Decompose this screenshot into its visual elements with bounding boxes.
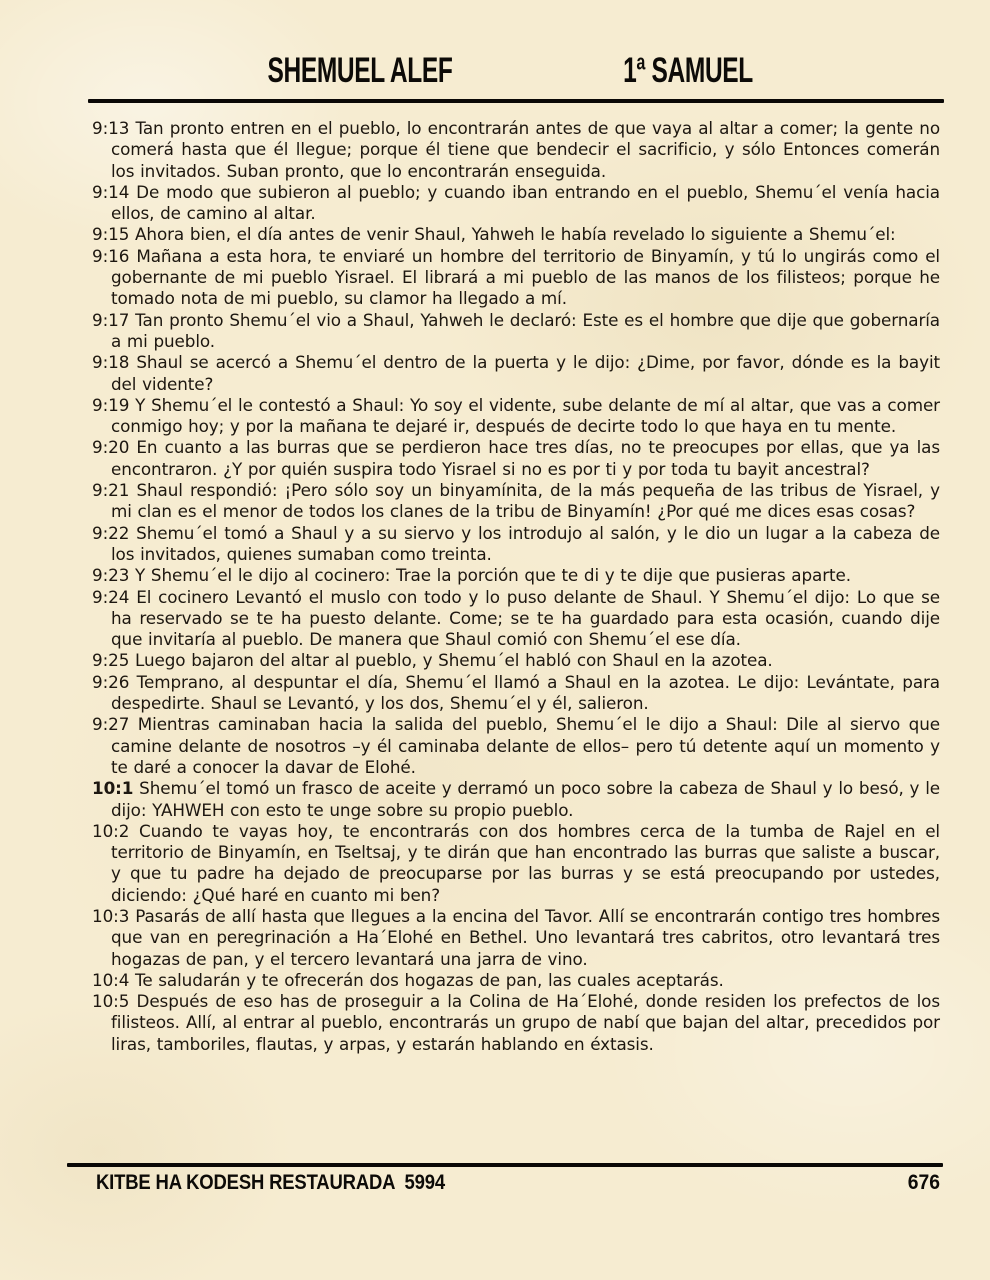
verse-9-22: 9:22 Shemu´el tomó a Shaul y a su siervo y los introdujo al salón, y le dio un lugar a la cabeza de los invitados, quienes sumaban como treinta.	[92, 522, 940, 564]
verse-ref: 9:19	[92, 394, 130, 415]
verse-9-17: 9:17 Tan pronto Shemu´el vio a Shaul, Yahweh le declaró: Este es el hombre que dije que gobernaría a mi pueblo.	[92, 309, 940, 351]
verse-ref: 9:21	[92, 480, 130, 501]
verse-9-16: 9:16 Mañana a esta hora, te enviaré un hombre del territorio de Binyamín, y tú lo ungirás como el gobernante de mi pueblo Yisrael. El librará a mi pueblo de las manos de los filisteos; porque he tomado nota de mi pueblo, su clamor ha llegado a mí.	[92, 245, 940, 309]
verse-10-5: 10:5 Después de eso has de proseguir a la Colina de Ha´Elohé, donde residen los prefectos de los filisteos. Allí, al entrar al pueblo, encontrarás un grupo de nabí que bajan del altar, precedidos por liras, tamboriles, flautas, y arpas, y estarán hablando en éxtasis.	[92, 991, 940, 1054]
footer-page-number: 676	[907, 1171, 940, 1194]
verse-9-26: 9:26 Temprano, al despuntar el día, Shemu´el llamó a Shaul en la azotea. Le dijo: Levántate, para despedirte. Shaul se Levantó, y los dos, Shemu´el y él, salieron.	[92, 671, 940, 714]
footer-edition-title: KITBE HA KODESH RESTAURADA 5994	[96, 1171, 445, 1194]
verse-9-27: 9:27 Mientras caminaban hacia la salida del pueblo, Shemu´el le dijo a Shaul: Dile al siervo que camine delante de nosotros –y él caminaba delante de ellos– pero tú detente aquí un momento y te daré a conocer la davar de Elohé.	[92, 714, 940, 777]
verse-9-18: 9:18 Shaul se acercó a Shemu´el dentro de la puerta y le dijo: ¿Dime, por favor, dónde es la bayit del vidente?	[92, 352, 940, 394]
verse-9-25: 9:25 Luego bajaron del altar al pueblo, y Shemu´el habló con Shaul en la azotea.	[92, 650, 773, 671]
verse-10-2: 10:2 Cuando te vayas hoy, te encontrarás con dos hombres cerca de la tumba de Rajel en el territorio de Binyamín, en Tseltsaj, y te dirán que han encontrado las burras que saliste a buscar, y que tu padre ha dejado de preocuparse por las burras y se está preocupando por ustedes, diciendo: ¿Qué haré en cuanto mi ben?	[92, 820, 940, 905]
verse-ref: 9:23	[92, 565, 130, 586]
verse-9-20: 9:20 En cuanto a las burras que se perdieron hace tres días, no te preocupes por ellas, que ya las encontraron. ¿Y por quién suspira todo Yisrael si no es por ti y por toda tu bayit ancestral?	[92, 437, 940, 479]
verse-ref: 9:20	[92, 437, 130, 458]
verse-ref: 9:22	[92, 522, 130, 543]
header-rule	[88, 99, 944, 103]
verse-10-1: 10:1 Shemu´el tomó un frasco de aceite y derramó un poco sobre la cabeza de Shaul y lo besó, y le dijo: YAHWEH con esto te unge sobre su propio pueblo.	[92, 778, 940, 820]
verse-ref: 9:15	[92, 224, 130, 245]
verse-ref: 10:1	[92, 778, 134, 799]
verse-9-24: 9:24 El cocinero Levantó el muslo con todo y lo puso delante de Shaul. Y Shemu´el dijo: Lo que se ha reservado se te ha puesto delante. Come; se te ha guardado para esta ocasión, cuando dije que invitaría al pueblo. De manera que Shaul comió con Shemu´el ese día.	[92, 586, 940, 650]
verse-ref: 9:25	[92, 650, 130, 671]
verse-9-21: 9:21 Shaul respondió: ¡Pero sólo soy un binyamínita, de la más pequeña de las tribus de Yisrael, y mi clan es el menor de todos los clanes de la tribu de Binyamín! ¿Por qué me dices esas cosas?	[92, 480, 940, 522]
verse-ref: 9:27	[92, 714, 130, 735]
verse-ref: 10:3	[92, 905, 130, 926]
header-title-spanish: 1ª SAMUEL	[623, 51, 753, 90]
verse-ref: 9:26	[92, 671, 130, 692]
verse-10-3: 10:3 Pasarás de allí hasta que llegues a la encina del Tavor. Allí se encontrarán contigo tres hombres que van en peregrinación a Ha´Elohé en Bethel. Uno levantará tres cabritos, otro levantará tres hogazas de pan, y el tercero levantará una jarra de vino.	[92, 905, 940, 969]
verse-ref: 10:2	[92, 820, 130, 841]
verse-9-13: 9:13 Tan pronto entren en el pueblo, lo encontrarán antes de que vaya al altar a comer; la gente no comerá hasta que él llegue; porque él tiene que bendecir el sacrificio, y sólo Entonces comerán los invitados. Suban pronto, que lo encontrarán enseguida.	[92, 118, 940, 181]
verse-ref: 9:18	[92, 352, 130, 373]
verse-ref: 10:4	[92, 969, 130, 990]
verse-ref: 9:14	[92, 181, 130, 202]
header-title-hebrew: SHEMUEL ALEF	[267, 51, 453, 90]
verse-9-23: 9:23 Y Shemu´el le dijo al cocinero: Trae la porción que te di y te dije que pusieras aparte.	[92, 565, 851, 586]
verse-list	[92, 118, 940, 1055]
verse-9-14: 9:14 De modo que subieron al pueblo; y cuando iban entrando en el pueblo, Shemu´el venía hacia ellos, de camino al altar.	[92, 181, 940, 224]
verse-ref: 9:16	[92, 245, 130, 266]
verse-10-4: 10:4 Te saludarán y te ofrecerán dos hogazas de pan, las cuales aceptarás.	[92, 969, 724, 990]
verse-ref: 9:24	[92, 586, 130, 607]
verse-9-19: 9:19 Y Shemu´el le contestó a Shaul: Yo soy el vidente, sube delante de mí al altar, que vas a comer conmigo hoy; y por la mañana te dejaré ir, después de decirte todo lo que haya en tu mente.	[92, 394, 940, 437]
verse-ref: 10:5	[92, 991, 130, 1012]
verse-ref: 9:13	[92, 118, 130, 138]
footer-rule	[67, 1163, 943, 1167]
verse-ref: 9:17	[92, 309, 130, 330]
verse-9-15: 9:15 Ahora bien, el día antes de venir Shaul, Yahweh le había revelado lo siguiente a Shemu´el:	[92, 224, 896, 245]
